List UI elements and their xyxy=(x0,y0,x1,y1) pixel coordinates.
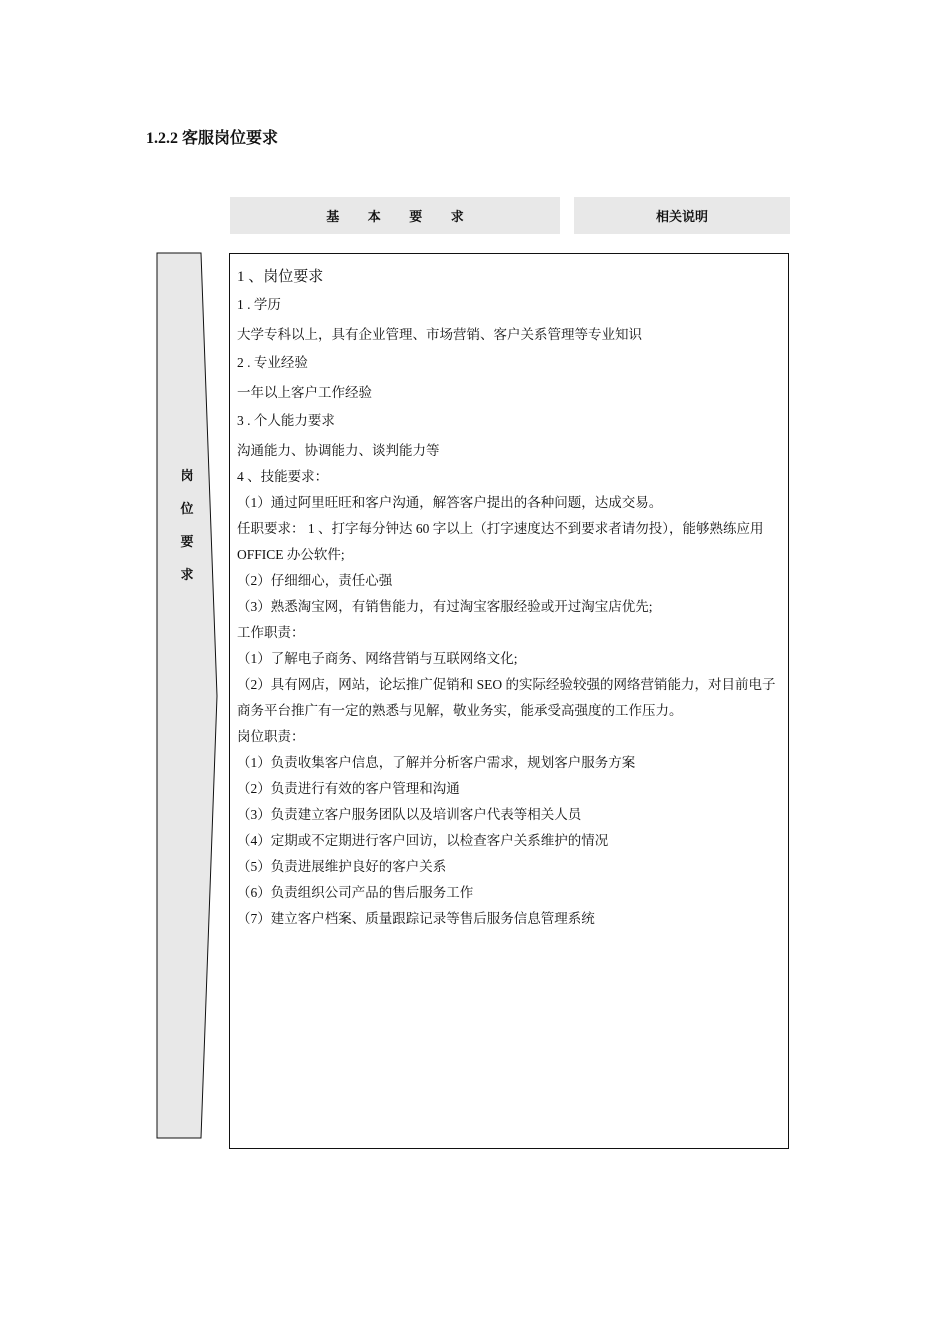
content-line: （1）通过阿里旺旺和客户沟通，解答客户提出的各种问题，达成交易。 xyxy=(237,495,663,510)
content-line: （3）负责建立客户服务团队以及培训客户代表等相关人员 xyxy=(237,807,582,822)
content-line: （2）仔细细心，责任心强 xyxy=(237,573,393,588)
content-line: （2）具有网店，网站，论坛推广促销和 SEO 的实际经验较强的网络营销能力，对目前电子商务平台推广有一定的熟悉与见解，敬业务实，能承受高强度的工作压力。 xyxy=(237,677,776,718)
content-line: （5）负责进展维护良好的客户关系 xyxy=(237,859,447,874)
content-line: （3）熟悉淘宝网，有销售能力，有过淘宝客服经验或开过淘宝店优先; xyxy=(237,599,653,614)
content-line: 1 . 学历 xyxy=(237,297,281,312)
content-line: 2 . 专业经验 xyxy=(237,355,308,370)
side-label-char: 求 xyxy=(180,568,194,583)
side-label-char: 岗 xyxy=(180,469,194,484)
content-line: 3 . 个人能力要求 xyxy=(237,413,335,428)
header-related-notes xyxy=(574,197,790,234)
content-line: 工作职责： xyxy=(237,625,305,640)
requirements-content-box xyxy=(229,253,789,1149)
content-line: （1）负责收集客户信息，了解并分析客户需求，规划客户服务方案 xyxy=(237,755,636,770)
side-label-position-requirements xyxy=(176,460,198,592)
content-line: 一年以上客户工作经验 xyxy=(237,385,372,400)
content-line: 大学专科以上，具有企业管理、市场营销、客户关系管理等专业知识 xyxy=(237,327,642,342)
content-line: （6）负责组织公司产品的售后服务工作 xyxy=(237,885,474,900)
content-line: （4）定期或不定期进行客户回访，以检查客户关系维护的情况 xyxy=(237,833,609,848)
content-line: （2）负责进行有效的客户管理和沟通 xyxy=(237,781,460,796)
content-line: 1 、岗位要求 xyxy=(237,269,324,285)
content-line: 任职要求： 1 、打字每分钟达 60 字以上（打字速度达不到要求者请勿投），能够熟练应用 OFFICE 办公软件; xyxy=(237,521,764,562)
content-line: 沟通能力、协调能力、谈判能力等 xyxy=(237,443,440,458)
header-basic-requirements xyxy=(230,197,560,234)
content-line: 4 、技能要求： xyxy=(237,469,329,484)
section-title: 1.2.2 客服岗位要求 xyxy=(146,130,279,147)
side-arrow-shape xyxy=(156,252,218,1140)
header-basic-label: 基 本 要 求 xyxy=(326,210,476,225)
side-label-char: 位 xyxy=(180,502,194,517)
header-related-label: 相关说明 xyxy=(655,210,708,225)
content-line: 岗位职责： xyxy=(237,729,305,744)
content-line: （7）建立客户档案、质量跟踪记录等售后服务信息管理系统 xyxy=(237,911,595,926)
content-line: （1）了解电子商务、网络营销与互联网络文化; xyxy=(237,651,518,666)
side-label-char: 要 xyxy=(180,535,194,550)
